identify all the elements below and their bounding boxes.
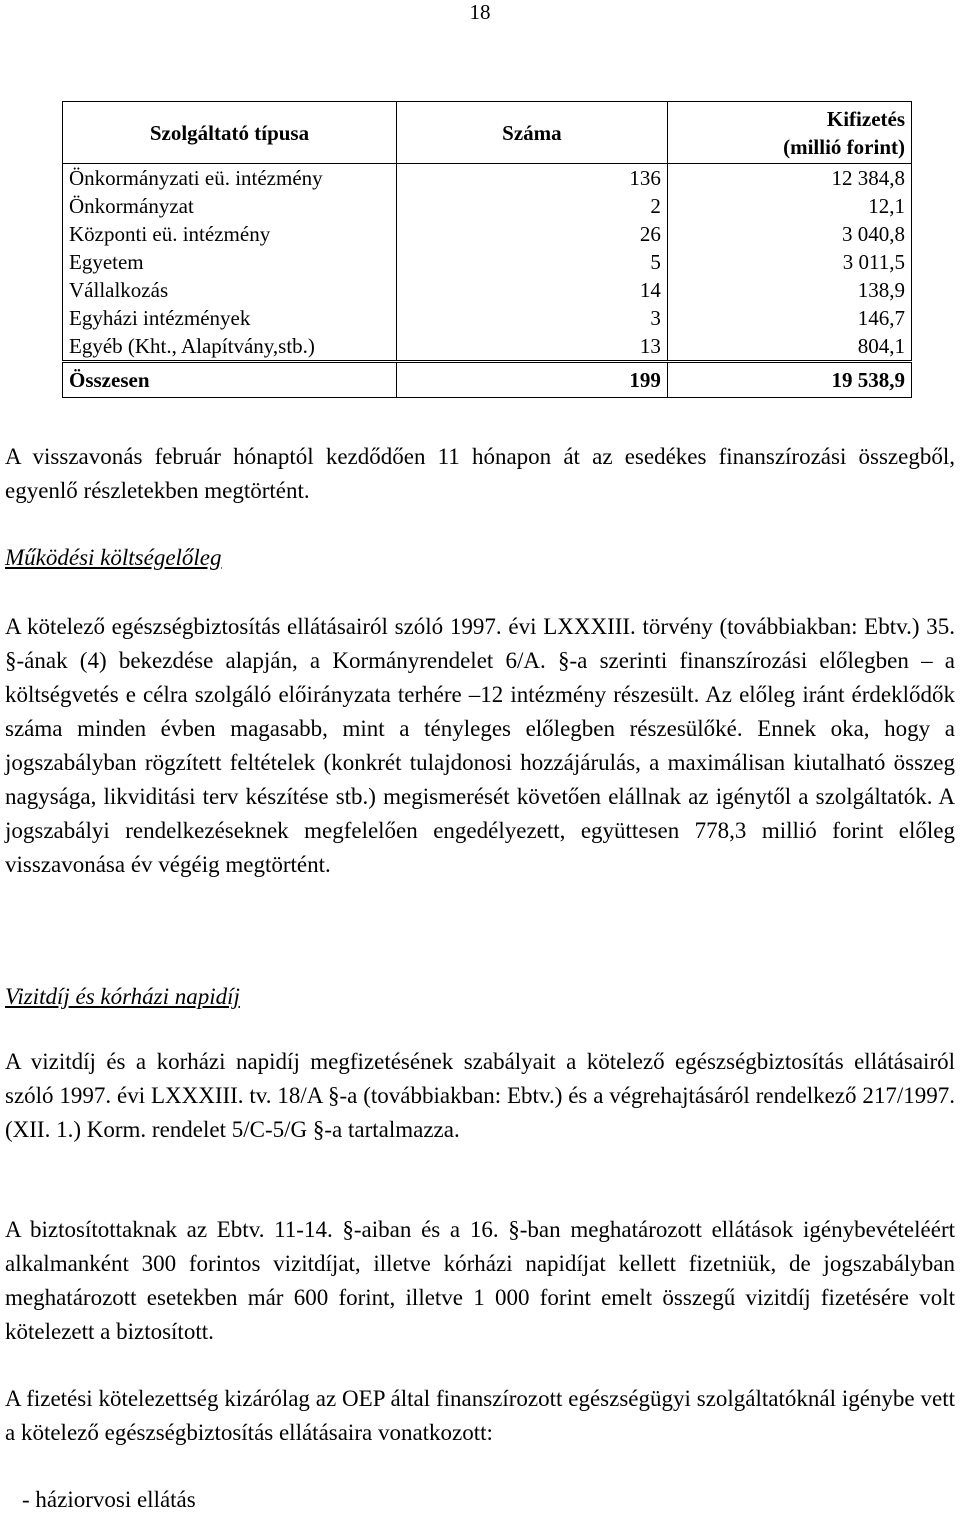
cell-type: Egyéb (Kht., Alapítvány,stb.): [63, 332, 397, 362]
cell-count: 136: [396, 164, 667, 193]
cell-type: Önkormányzati eü. intézmény: [63, 164, 397, 193]
page-number: 18: [469, 0, 491, 24]
cell-payment: 804,1: [667, 332, 911, 362]
paragraph-withdrawal: A visszavonás február hónaptól kezdődően 11 hónapon át az esedékes finanszírozási összegből, egyenlő részletekben megtörtént.: [5, 444, 955, 503]
cell-type: Egyetem: [63, 248, 397, 276]
cell-payment: 3 040,8: [667, 220, 911, 248]
header-payment-line1: Kifizetés: [826, 107, 905, 131]
cell-count: 13: [396, 332, 667, 362]
paragraph-operating-advance: A kötelező egészségbiztosítás ellátásairól szóló 1997. évi LXXXIII. törvény (továbbiakban: Ebtv.) 35. §-ának (4) bekezdése alapján, a Kormányrendelet 6/A. §-a szerinti finanszírozási előlegben – a költségvetés e célra szolgáló előirányzata terhére –12 intézmény részesült. Az előleg iránt érdeklődők száma minden évben magasabb, mint a tényleges előlegben részesülőké. Ennek oka, hogy a jogszabályban rögzített feltételek (konkrét tulajdonosi hozzájárulás, a maximálisan kiutalható összeg nagysága, likviditási terv készítése stb.) megismerését követően elállnak az igénytől a szolgáltatók. A jogszabályi rendelkezéseknek megfelelően engedélyezett, együttesen 778,3 millió forint előleg visszavonása év végéig megtörtént.: [5, 614, 955, 877]
cell-type: Egyházi intézmények: [63, 304, 397, 332]
header-payment: [667, 102, 911, 164]
header-count: Száma: [396, 102, 667, 164]
table-row: [63, 332, 912, 362]
header-provider-type: Szolgáltató típusa: [63, 102, 397, 164]
cell-count: 3: [396, 304, 667, 332]
section-heading-operating-advance: Működési költségelőleg: [5, 545, 222, 570]
paragraph-visit-fee-rules: A vizitdíj és a korházi napidíj megfizetésének szabályait a kötelező egészségbiztosítás ellátásairól szóló 1997. évi LXXXIII. tv. 18/A §-a (továbbiakban: Ebtv.) és a végrehajtásáról rendelkező 217/1997. (XII. 1.) Korm. rendelet 5/C-5/G §-a tartalmazza.: [5, 1049, 955, 1142]
table-row: [63, 304, 912, 332]
table-row: [63, 192, 912, 220]
cell-type: Önkormányzat: [63, 192, 397, 220]
cell-type: Központi eü. intézmény: [63, 220, 397, 248]
cell-count: 5: [396, 248, 667, 276]
section-heading-visit-fee: Vizitdíj és kórházi napidíj: [5, 984, 240, 1009]
header-payment-line2: (millió forint): [783, 135, 905, 159]
cell-payment: 12,1: [667, 192, 911, 220]
cell-count: 14: [396, 276, 667, 304]
paragraph-payment-obligation: A fizetési kötelezettség kizárólag az OEP által finanszírozott egészségügyi szolgáltatóknál igénybe vett a kötelező egészségbiztosítás ellátásaira vonatkozott:: [5, 1386, 955, 1445]
table-row: [63, 164, 912, 193]
table-row: [63, 220, 912, 248]
total-label: Összesen: [63, 362, 397, 398]
cell-count: 26: [396, 220, 667, 248]
cell-payment: 3 011,5: [667, 248, 911, 276]
total-count: 199: [396, 362, 667, 398]
table-row: [63, 276, 912, 304]
table-header-row: [63, 102, 912, 164]
cell-payment: 138,9: [667, 276, 911, 304]
total-payment: 19 538,9: [667, 362, 911, 398]
payment-table: [62, 101, 912, 398]
cell-payment: 12 384,8: [667, 164, 911, 193]
cell-type: Vállalkozás: [63, 276, 397, 304]
list-item: - háziorvosi ellátás: [22, 1487, 196, 1512]
cell-count: 2: [396, 192, 667, 220]
table-total-row: [63, 362, 912, 398]
table-row: [63, 248, 912, 276]
cell-payment: 146,7: [667, 304, 911, 332]
paragraph-insured-obligation: A biztosítottaknak az Ebtv. 11-14. §-aiban és a 16. §-ban meghatározott ellátások igénybevételéért alkalmanként 300 forintos vizitdíjat, illetve kórházi napidíjat kellett fizetniük, de jogszabályban meghatározott esetekben már 600 forint, illetve 1 000 forint emelt összegű vizitdíj fizetésére volt kötelezett a biztosított.: [5, 1217, 955, 1344]
